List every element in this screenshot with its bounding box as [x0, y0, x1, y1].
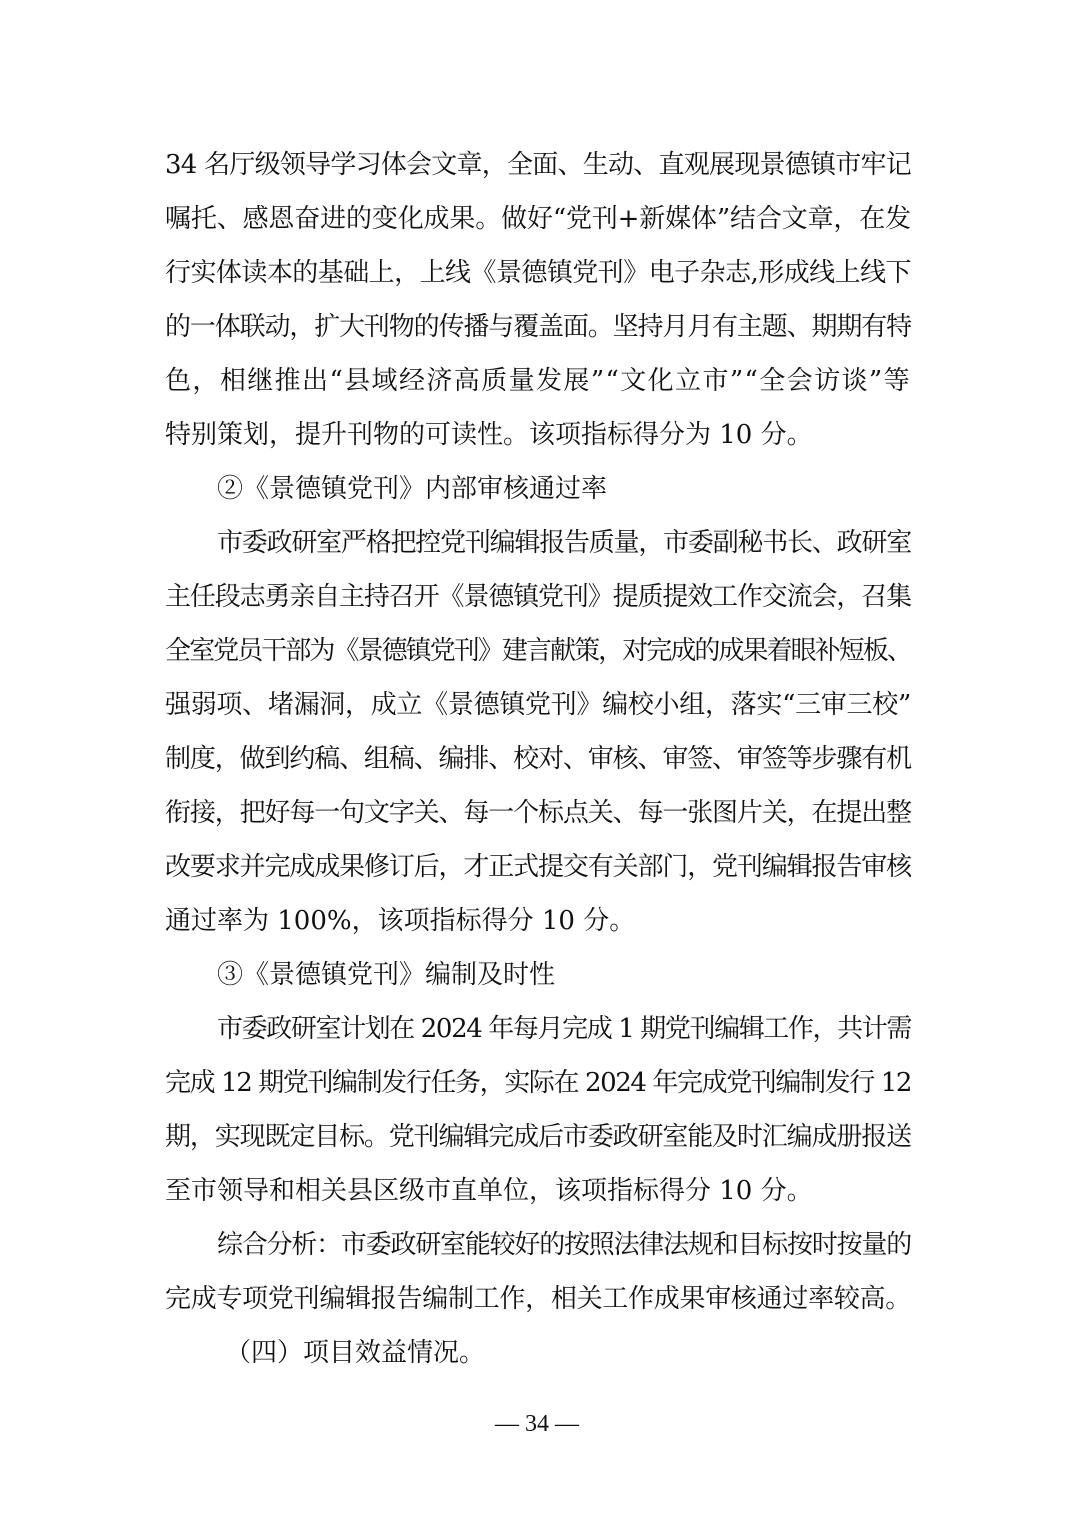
section-heading-2: [165, 462, 911, 516]
text-line-content: 嘱托、感恩奋进的变化成果。做好“党刊+新媒体”结合文章，在发: [165, 204, 911, 234]
text-line-content: 通过率为 100%，该项指标得分 10 分。: [165, 906, 636, 936]
text-line: [165, 894, 911, 948]
text-line: [165, 678, 911, 732]
paragraph-2: [165, 516, 911, 948]
text-line-content: 行实体读本的基础上，上线《景德镇党刊》电子杂志,形成线上线下: [165, 258, 912, 288]
text-line: [165, 192, 911, 246]
text-line-content: 完成 12 期党刊编制发行任务，实际在 2024 年完成党刊编制发行 12: [165, 1068, 911, 1098]
text-line-content: 主任段志勇亲自主持召开《景德镇党刊》提质提效工作交流会，召集: [165, 582, 911, 612]
paragraph-3: [165, 1002, 911, 1218]
text-line-content: 全室党员干部为《景德镇党刊》建言献策，对完成的成果着眼补短板、: [165, 636, 911, 666]
text-line-content: 改要求并完成成果修订后，才正式提交有关部门，党刊编辑报告审核: [165, 852, 911, 882]
text-line-content: 市委政研室计划在 2024 年每月完成 1 期党刊编辑工作，共计需: [217, 1014, 911, 1044]
text-line: [165, 1218, 911, 1272]
text-line: [165, 1002, 911, 1056]
text-line-content: 制度，做到约稿、组稿、编排、校对、审核、审签、审签等步骤有机: [165, 744, 911, 774]
text-line-content: 期，实现既定目标。党刊编辑完成后市委政研室能及时汇编成册报送: [165, 1122, 911, 1152]
text-line: [165, 1164, 911, 1218]
text-line: [165, 1110, 911, 1164]
text-line: [165, 786, 911, 840]
text-line-content: 完成专项党刊编辑报告编制工作，相关工作成果审核通过率较高。: [165, 1284, 911, 1314]
text-line: [165, 300, 911, 354]
text-line: [165, 1056, 911, 1110]
section-heading-3: [165, 948, 911, 1002]
text-line-content: 衔接，把好每一句文字关、每一个标点关、每一张图片关，在提出整: [165, 798, 911, 828]
page-number: — 34 —: [495, 1411, 579, 1437]
text-line: [165, 138, 911, 192]
text-line-content: 色，相继推出“县域经济高质量发展”“文化立市”“全会访谈”等: [165, 366, 911, 396]
paragraph-summary: [165, 1218, 911, 1326]
text-line: [165, 732, 911, 786]
text-line: [165, 516, 911, 570]
text-line-content: 综合分析：市委政研室能较好的按照法律法规和目标按时按量的: [217, 1230, 911, 1260]
heading-text: ②《景德镇党刊》内部审核通过率: [217, 474, 608, 504]
heading-text: ③《景德镇党刊》编制及时性: [217, 960, 556, 990]
text-line-content: 强弱项、堵漏洞，成立《景德镇党刊》编校小组，落实“三审三校”: [165, 690, 911, 720]
text-line-content: 34 名厅级领导学习体会文章，全面、生动、直观展现景德镇市牢记: [165, 150, 911, 180]
text-line: [165, 840, 911, 894]
text-line: [165, 246, 911, 300]
heading-text: （四）项目效益情况。: [225, 1338, 486, 1368]
text-line-content: 市委政研室严格把控党刊编辑报告质量，市委副秘书长、政研室: [217, 528, 911, 558]
text-line: [165, 624, 911, 678]
text-line-content: 的一体联动，扩大刊物的传播与覆盖面。坚持月月有主题、期期有特: [165, 312, 911, 342]
paragraph-1: [165, 138, 911, 462]
text-line-content: 至市领导和相关县区级市直单位，该项指标得分 10 分。: [165, 1176, 813, 1206]
text-line: [165, 354, 911, 408]
text-line-content: 特别策划，提升刊物的可读性。该项指标得分为 10 分。: [165, 420, 813, 450]
document-body: [165, 138, 911, 1380]
text-line: [165, 408, 911, 462]
text-line: [165, 570, 911, 624]
section-heading-4: [165, 1326, 911, 1380]
text-line: [165, 1272, 911, 1326]
